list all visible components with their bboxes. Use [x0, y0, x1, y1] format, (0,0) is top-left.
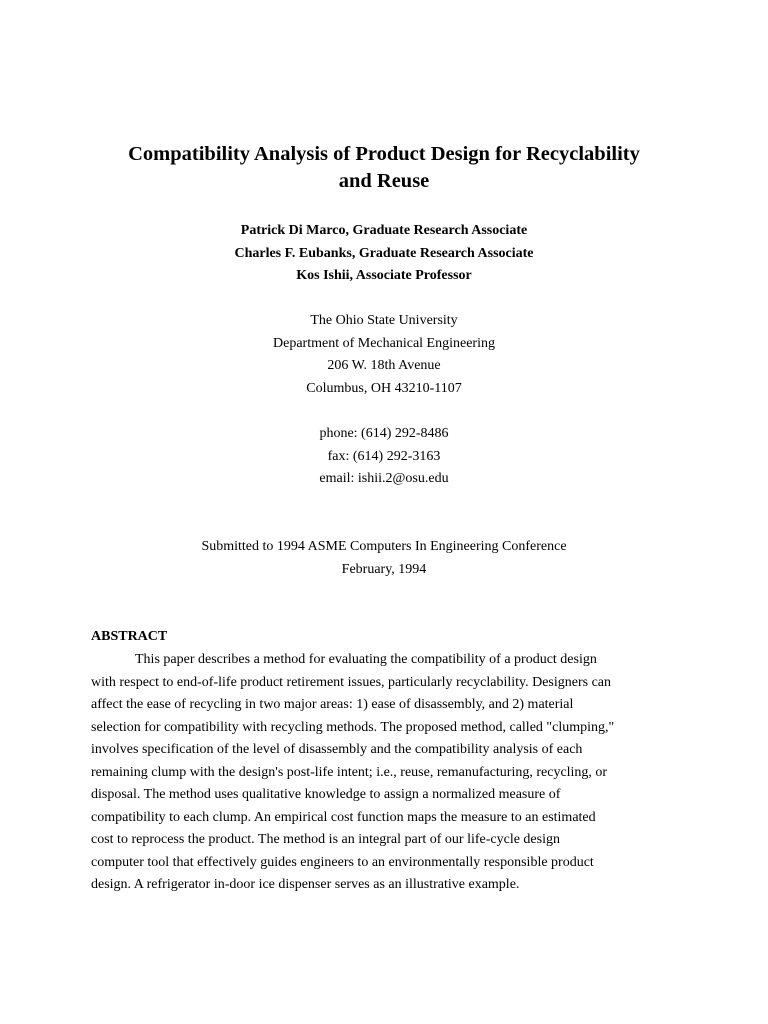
abstract-line: disposal. The method uses qualitative knowledge to assign a normalized measure of	[91, 787, 561, 802]
affiliation-line: 206 W. 18th Avenue	[327, 358, 441, 373]
submission-block	[60, 536, 708, 581]
abstract-line: cost to reprocess the product. The method is an integral part of our life-cycle design	[91, 832, 560, 847]
author: Patrick Di Marco, Graduate Research Associate	[240, 223, 528, 238]
phone-text: phone: (614) 292-8486	[319, 426, 449, 441]
paper-title	[60, 141, 708, 195]
abstract-line: computer tool that effectively guides engineers to an environmentally responsible product	[91, 854, 594, 870]
abstract-line: affect the ease of recycling in two major areas: 1) ease of disassembly, and 2) material	[91, 697, 574, 712]
fax-text: fax: (614) 292-3163	[327, 448, 441, 464]
abstract-line: selection for compatibility with recycling methods. The proposed method, called "clumping,"	[91, 719, 615, 735]
abstract-heading: ABSTRACT	[91, 629, 168, 644]
title-line: and Reuse	[338, 170, 430, 192]
author-list	[60, 220, 708, 288]
submission-venue: Submitted to 1994 ASME Computers In Engineering Conference	[201, 539, 567, 554]
affiliation-line: The Ohio State University	[310, 313, 458, 328]
abstract-line: with respect to end-of-life product retirement issues, particularly recyclability. Designers can	[91, 674, 612, 690]
author: Charles F. Eubanks, Graduate Research Associate	[234, 245, 534, 261]
author: Kos Ishii, Associate Professor	[296, 268, 472, 283]
affiliation-block	[60, 310, 708, 400]
title-line: Compatibility Analysis of Product Design for Recyclability	[128, 143, 640, 165]
abstract-line: design. A refrigerator in-door ice dispenser serves as an illustrative example.	[91, 877, 520, 892]
abstract-line: compatibility to each clump. An empirical cost function maps the measure to an estimated	[91, 809, 596, 825]
submission-date: February, 1994	[341, 561, 427, 577]
affiliation-line: Columbus, OH 43210-1107	[306, 380, 462, 396]
abstract-line: This paper describes a method for evaluating the compatibility of a product design	[135, 652, 597, 667]
affiliation-line: Department of Mechanical Engineering	[273, 335, 495, 351]
abstract-line: remaining clump with the design's post-life intent; i.e., reuse, remanufacturing, recycling, or	[91, 764, 608, 780]
email-text: email: ishii.2@osu.edu	[319, 471, 449, 486]
contact-block	[60, 423, 708, 491]
abstract-line: involves specification of the level of disassembly and the compatibility analysis of each	[91, 742, 583, 757]
abstract-body	[91, 649, 681, 897]
